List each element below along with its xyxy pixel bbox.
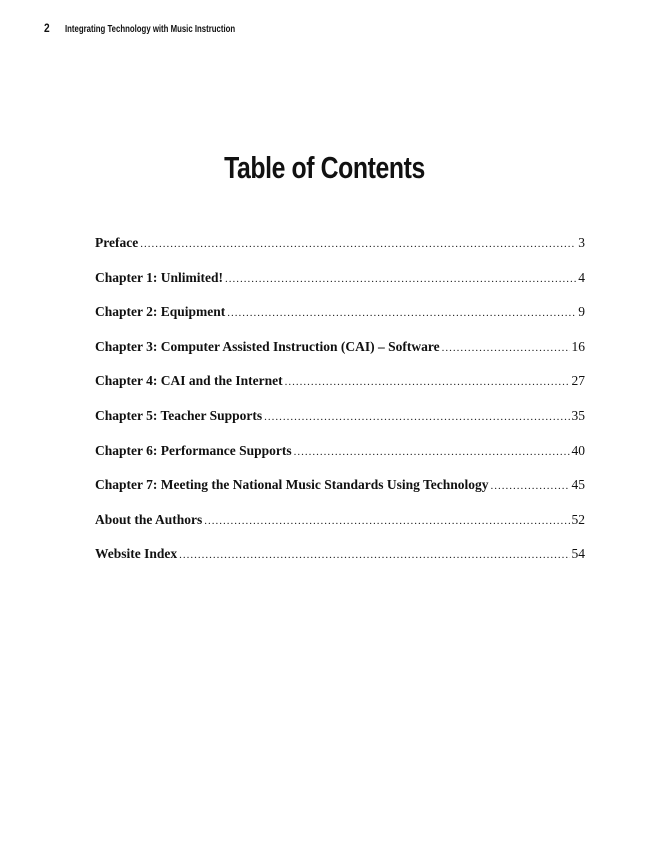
dot-leader <box>225 273 576 285</box>
toc-entry-website-index <box>95 546 585 581</box>
dot-leader <box>204 515 569 527</box>
toc-entry-chapter-5 <box>95 408 585 443</box>
dot-leader <box>264 411 569 423</box>
toc-entry-page: 52 <box>571 511 585 527</box>
toc-entry-chapter-2 <box>95 304 585 339</box>
page-number: 2 <box>44 21 50 35</box>
dot-leader <box>442 342 570 354</box>
toc-entry-title: Website Index <box>95 546 178 562</box>
dot-leader <box>285 376 570 388</box>
dot-leader <box>179 549 569 561</box>
toc-entry-page: 40 <box>571 442 585 458</box>
toc-entry-chapter-3 <box>95 339 585 374</box>
toc-entry-page: 16 <box>571 338 585 354</box>
toc-entry-preface <box>95 235 585 270</box>
toc-entry-chapter-6 <box>95 443 585 478</box>
dot-leader <box>227 307 576 319</box>
toc-entry-title: Chapter 7: Meeting the National Music Standards Using Technology <box>95 477 489 493</box>
toc-heading-text: Table of Contents <box>223 150 425 185</box>
toc-entry-about-the-authors <box>95 512 585 547</box>
toc-entry-title: Chapter 3: Computer Assisted Instruction (CAI) – Software <box>95 338 440 354</box>
toc-entry-page: 4 <box>578 269 585 285</box>
toc-entry-chapter-4 <box>95 373 585 408</box>
toc-entry-title: About the Authors <box>95 511 203 527</box>
dot-leader <box>140 238 576 250</box>
toc-entry-title: Chapter 2: Equipment <box>95 304 226 320</box>
toc-list <box>95 235 585 581</box>
dot-leader <box>491 480 570 492</box>
toc-entry-page: 3 <box>578 235 585 250</box>
toc-entry-title: Preface <box>95 235 139 250</box>
toc-entry-page: 54 <box>571 546 585 562</box>
toc-entry-page: 45 <box>571 477 585 493</box>
toc-entry-title: Chapter 6: Performance Supports <box>95 442 292 458</box>
dot-leader <box>294 446 570 458</box>
running-title: Integrating Technology with Music Instruction <box>64 24 235 35</box>
toc-entry-page: 9 <box>578 304 585 320</box>
toc-entry-title: Chapter 5: Teacher Supports <box>95 407 263 423</box>
toc-entry-title: Chapter 4: CAI and the Internet <box>95 373 283 389</box>
toc-heading <box>0 150 648 186</box>
toc-entry-chapter-1 <box>95 270 585 305</box>
running-header <box>44 21 283 35</box>
toc-entry-page: 27 <box>571 373 585 389</box>
toc-entry-title: Chapter 1: Unlimited! <box>95 269 223 285</box>
toc-entry-page: 35 <box>571 407 585 423</box>
toc-entry-chapter-7 <box>95 477 585 512</box>
